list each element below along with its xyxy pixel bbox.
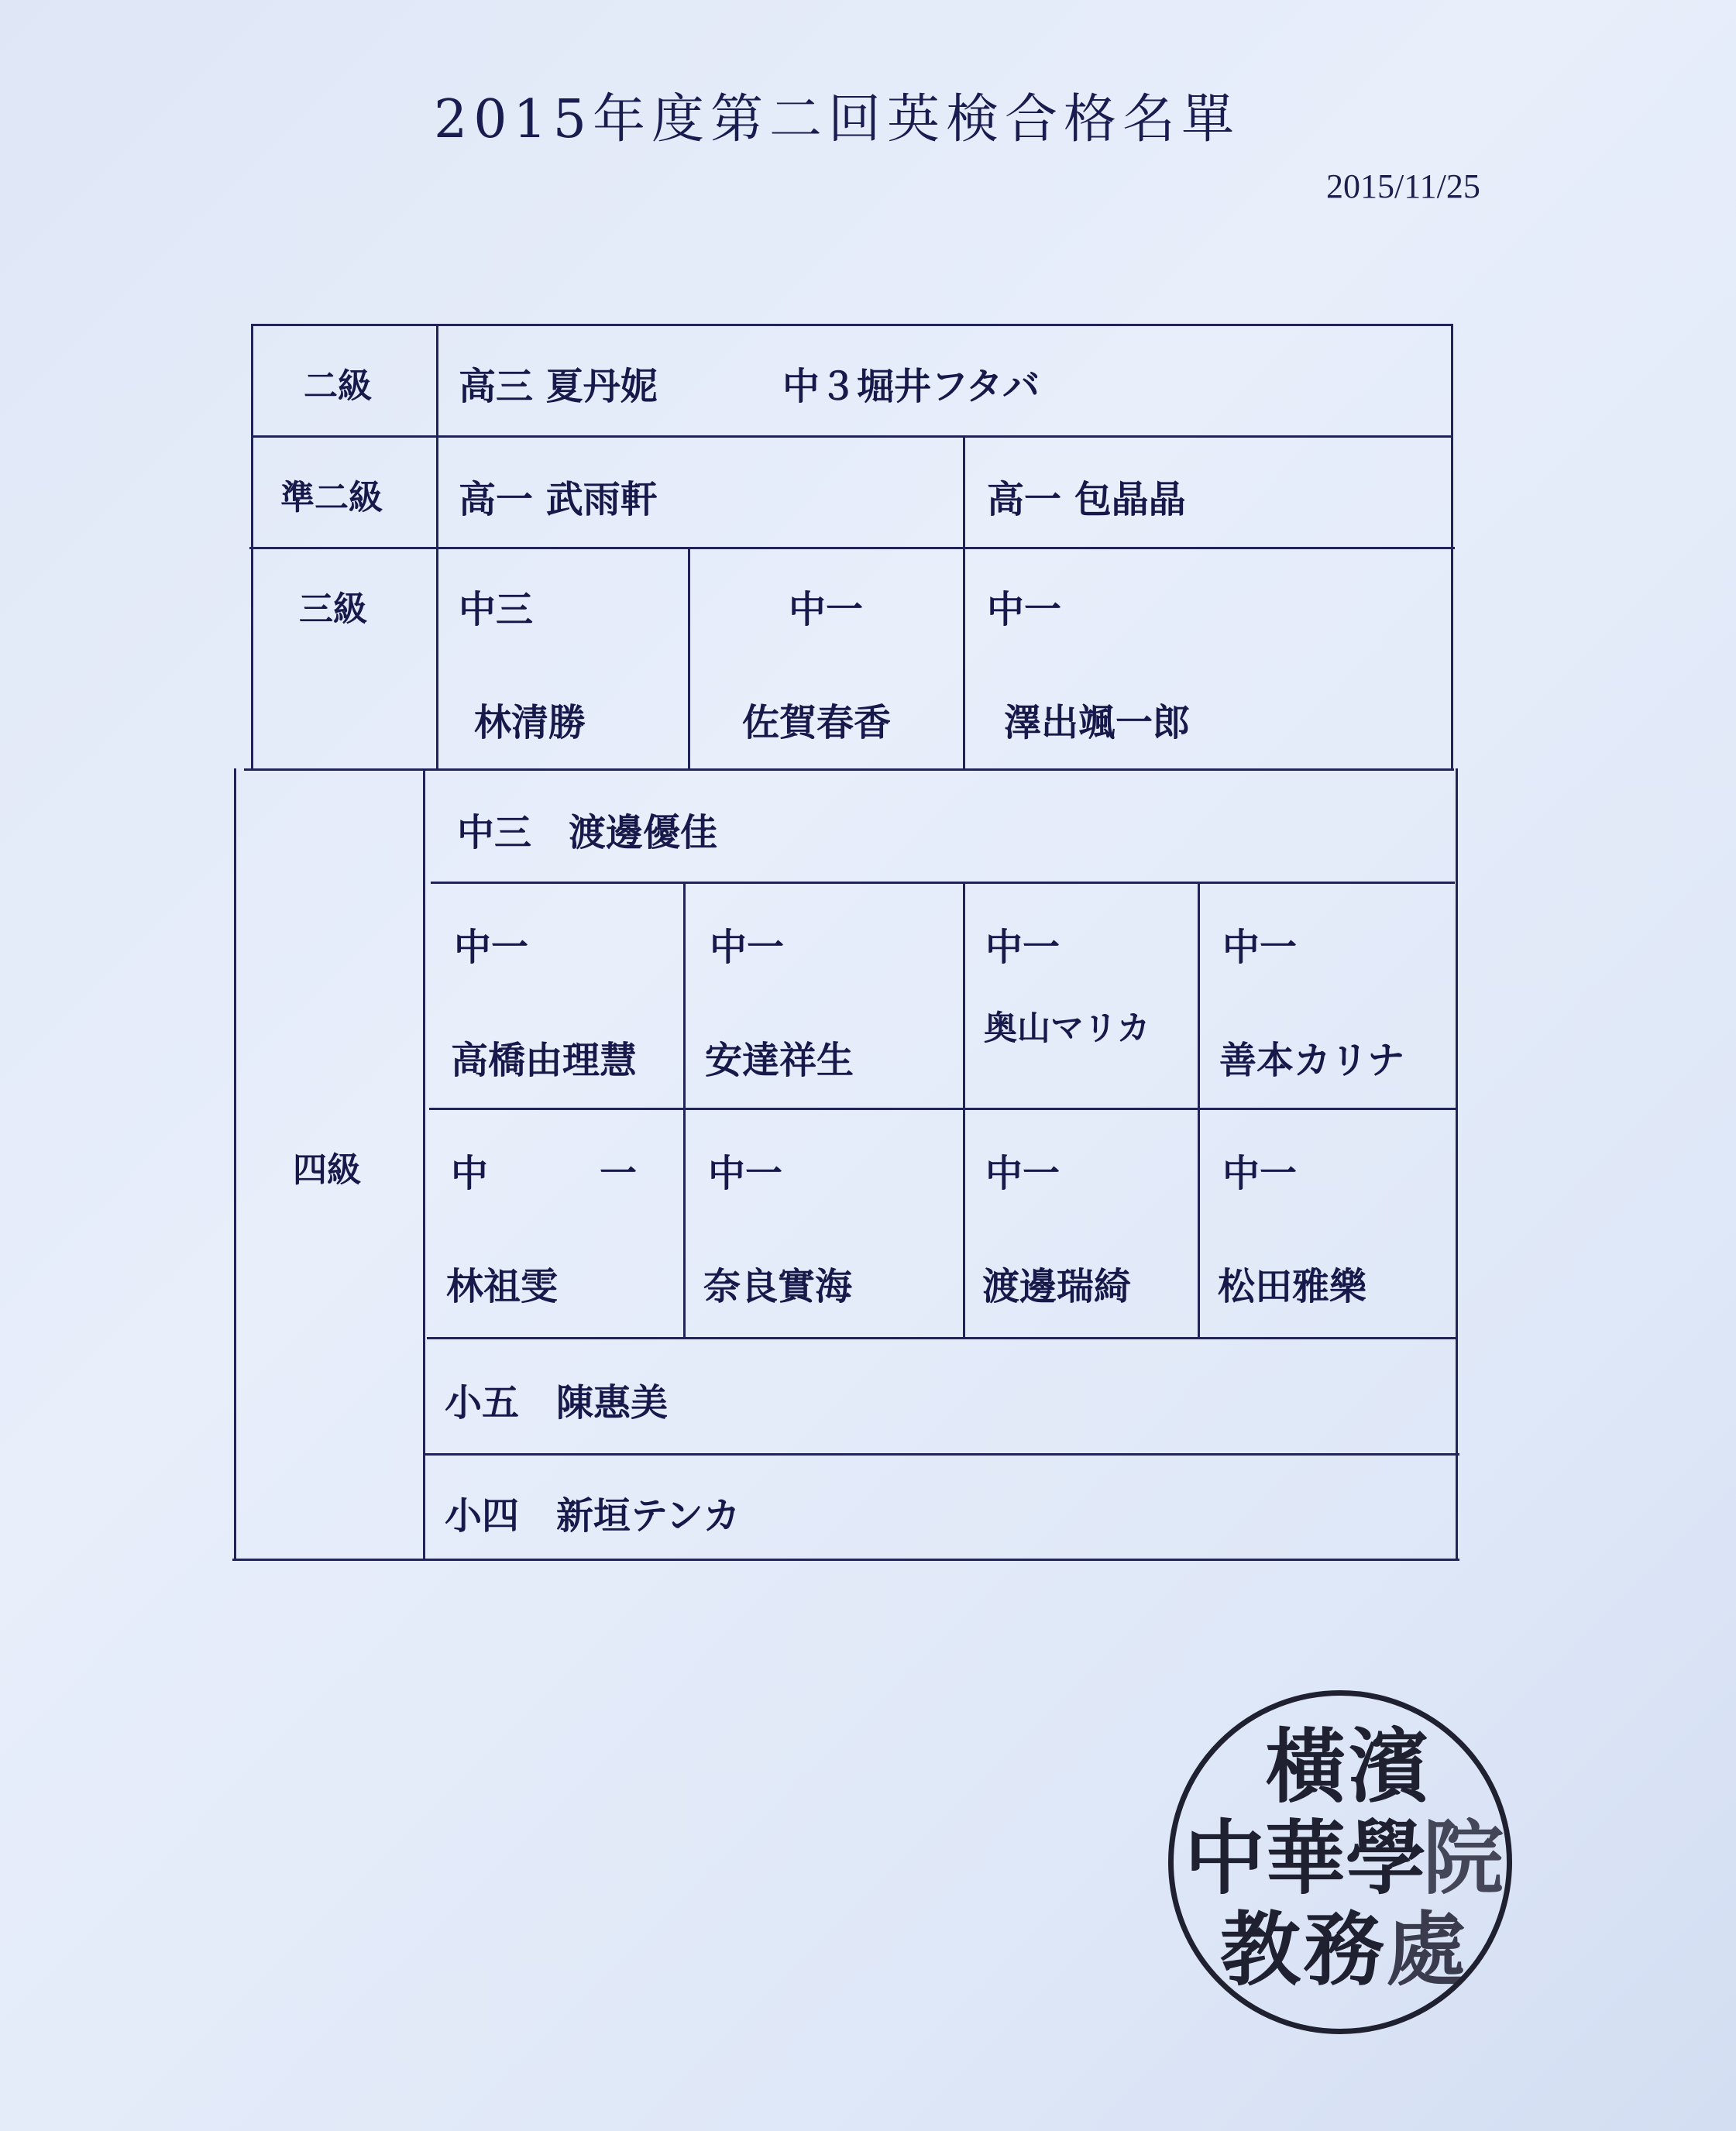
divider-grade4-b xyxy=(963,882,965,1339)
grade3-name-1: 林清勝 xyxy=(474,701,586,744)
divider-grade4-c xyxy=(1198,882,1200,1339)
table-border-left-lower xyxy=(234,768,236,1560)
grade4-r2-year-2: 中一 xyxy=(708,1152,783,1195)
grade4-r1-year-3: 中一 xyxy=(985,926,1061,969)
seal-char: 院 xyxy=(1423,1810,1504,1906)
table-line-row2 xyxy=(249,547,1455,549)
label-grade3: 三級 xyxy=(299,589,367,629)
grade2-entry-2: 中３堀井フタバ xyxy=(782,365,1040,408)
divider-pre2 xyxy=(963,435,965,770)
seal-char: 務 xyxy=(1304,1902,1385,1997)
grade4-r2-name-4: 松田雅樂 xyxy=(1218,1265,1367,1308)
grade4-r1-name-3: 奥山マリカ xyxy=(984,1009,1150,1048)
grade2-entry-1: 高三 夏丹妮 xyxy=(459,365,658,408)
seal-char: 濱 xyxy=(1349,1719,1430,1814)
grade4-r1-name-4: 善本カリナ xyxy=(1219,1039,1405,1082)
seal-char: 橫 xyxy=(1265,1719,1346,1814)
table-line-row6 xyxy=(427,1337,1458,1339)
grade4-bottom-entry-2: 小四 新垣テンカ xyxy=(445,1494,741,1538)
grade4-r2-year-3: 中一 xyxy=(985,1152,1061,1195)
seal-char: 教 xyxy=(1220,1902,1301,1997)
pre2-entry-1: 高一 武雨軒 xyxy=(459,478,658,521)
table-border-top xyxy=(251,324,1453,326)
label-grade2: 二級 xyxy=(304,366,372,406)
grade4-r2-year-4: 中一 xyxy=(1222,1152,1298,1195)
grade4-top-entry: 中三 渡邊優佳 xyxy=(457,811,718,854)
grade3-year-3: 中一 xyxy=(987,588,1062,631)
seal-char: 中 xyxy=(1184,1810,1266,1906)
grade4-r1-year-2: 中一 xyxy=(710,926,785,969)
grade3-name-2: 佐賀春香 xyxy=(742,701,892,744)
grade4-r2-year-1: 中 一 xyxy=(451,1152,638,1195)
label-column-divider-lower xyxy=(423,768,425,1560)
grade3-year-2: 中一 xyxy=(789,588,864,631)
grade4-r1-name-1: 高橋由理慧 xyxy=(451,1039,638,1082)
pre2-entry-2: 高一 包晶晶 xyxy=(987,478,1186,521)
table-line-row7 xyxy=(425,1453,1459,1456)
grade4-r1-year-4: 中一 xyxy=(1222,926,1298,969)
label-pre2: 準二級 xyxy=(280,478,383,517)
grade4-r2-name-1: 林祖雯 xyxy=(446,1265,559,1308)
divider-grade3 xyxy=(688,547,690,770)
seal-char: 華 xyxy=(1265,1810,1346,1906)
grade4-r1-year-1: 中一 xyxy=(454,926,529,969)
grade3-name-3: 澤出颯一郎 xyxy=(1004,701,1191,744)
seal-char: 學 xyxy=(1346,1810,1427,1906)
grade4-r2-name-3: 渡邊瑞綺 xyxy=(982,1265,1132,1308)
grade4-r2-name-2: 奈良實海 xyxy=(703,1265,853,1308)
divider-grade4-a xyxy=(683,882,686,1339)
table-border-right-lower xyxy=(1456,768,1458,1560)
table-border-bottom xyxy=(232,1559,1459,1561)
grade4-r1-name-2: 安達祥生 xyxy=(705,1039,854,1082)
table-border-left xyxy=(251,324,253,770)
grade4-bottom-entry-1: 小五 陳惠美 xyxy=(445,1381,669,1425)
grade3-year-1: 中三 xyxy=(459,588,534,631)
table-border-right xyxy=(1451,324,1453,770)
table-line-row5 xyxy=(429,1108,1456,1110)
table-line-row4 xyxy=(431,882,1455,884)
school-seal-stamp xyxy=(1168,1690,1512,2034)
table-line-row1 xyxy=(251,435,1453,438)
label-grade4: 四級 xyxy=(293,1150,361,1190)
label-column-divider xyxy=(436,324,438,770)
document-title: 2015年度第二回英検合格名單 xyxy=(434,89,1241,150)
document-date: 2015/11/25 xyxy=(1326,167,1480,205)
table-line-row3 xyxy=(244,768,1454,771)
seal-char: 處 xyxy=(1386,1902,1467,1997)
